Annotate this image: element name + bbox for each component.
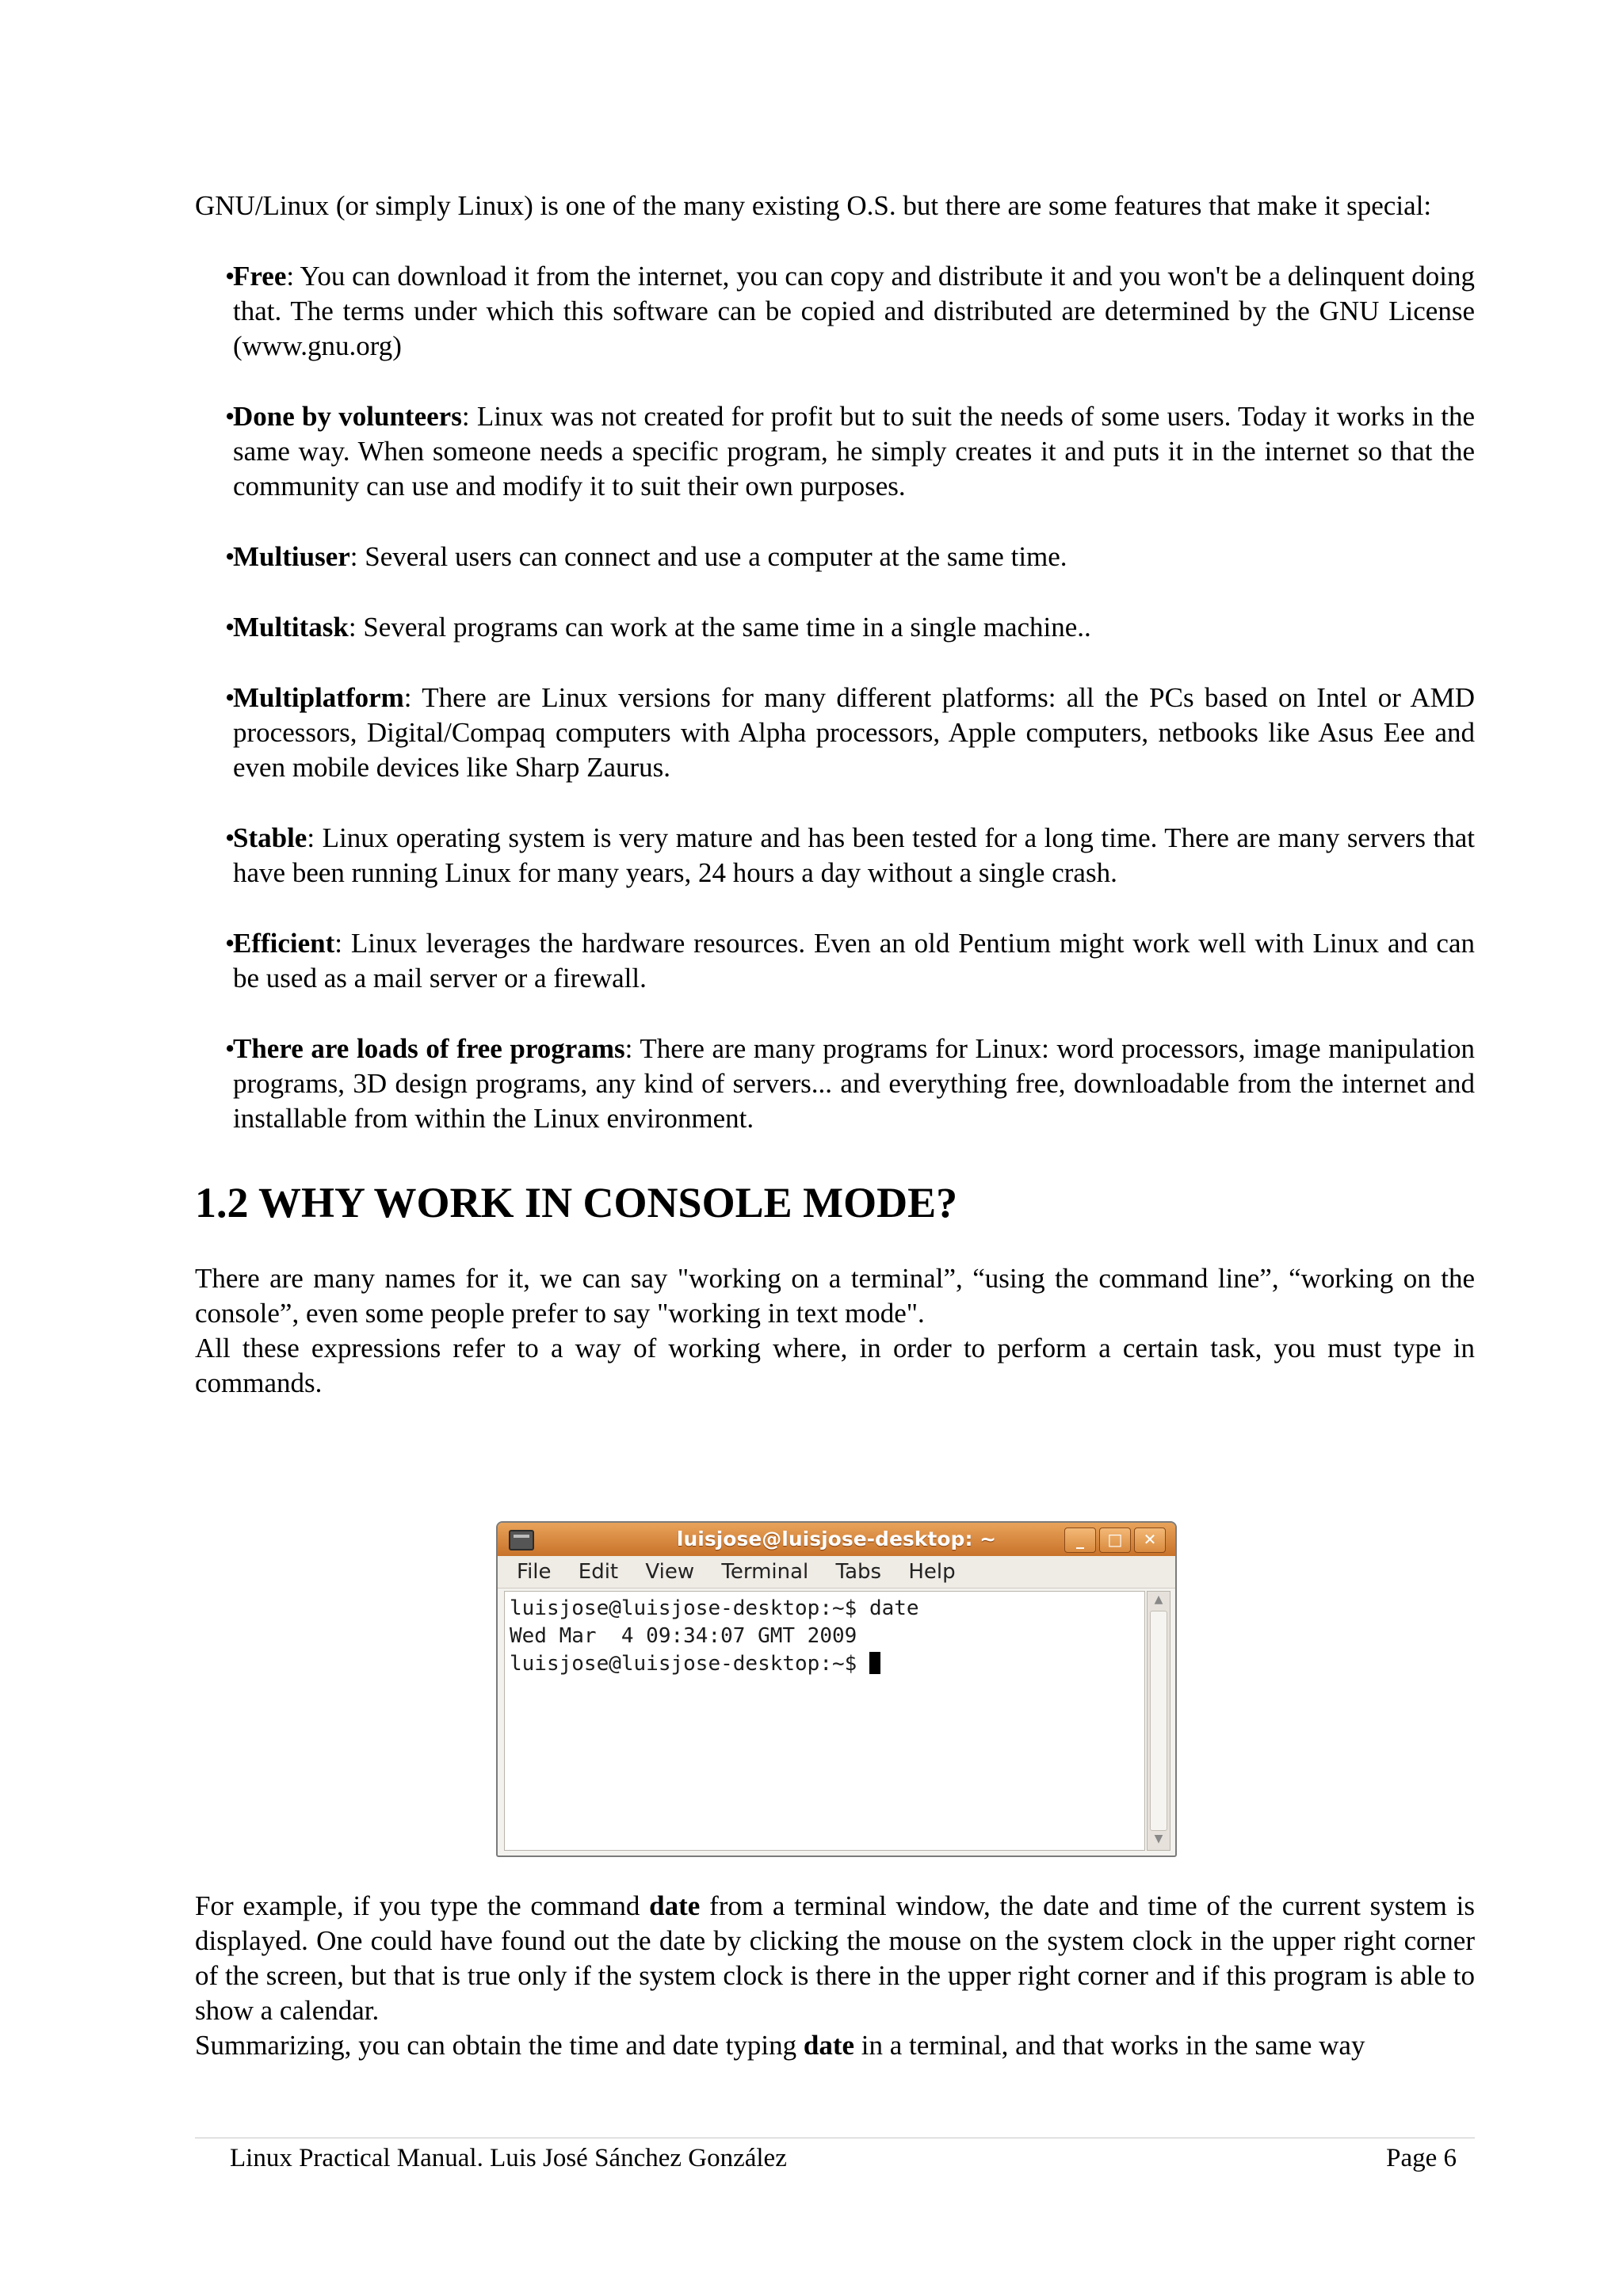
console-paragraph-2: All these expressions refer to a way of working where, in order to perform a certain task, you must type in commands. bbox=[195, 1333, 1475, 1398]
menu-edit[interactable]: Edit bbox=[578, 1560, 619, 1584]
after-terminal-text bbox=[195, 1889, 1475, 2063]
menu-terminal[interactable]: Terminal bbox=[721, 1560, 809, 1584]
feature-term: Multiuser bbox=[233, 541, 350, 572]
feature-term: Multitask bbox=[233, 612, 349, 643]
feature-term: Free bbox=[233, 261, 287, 292]
bullet: • bbox=[225, 612, 235, 643]
example-text-rest: from a terminal window, the date and time of the current system is displayed. One could have found out the date by clicking the mouse on the system clock in the upper right corner of the screen, but that is true only if the system clock is there in the upper right corner and if this program is able to show a calendar. bbox=[195, 1890, 1475, 2026]
menu-view[interactable]: View bbox=[645, 1560, 695, 1584]
intro-paragraph: GNU/Linux (or simply Linux) is one of the many existing O.S. but there are some features that make it special: bbox=[195, 190, 1432, 221]
feature-item bbox=[195, 1032, 1475, 1136]
feature-item bbox=[195, 259, 1475, 364]
console-line: luisjose@luisjose-desktop:~$ date bbox=[510, 1596, 919, 1620]
feature-term: Multiplatform bbox=[233, 682, 404, 713]
feature-item bbox=[195, 926, 1475, 996]
menu-tabs[interactable]: Tabs bbox=[835, 1560, 882, 1584]
maximize-button[interactable]: □ bbox=[1099, 1527, 1131, 1553]
feature-text: : Several programs can work at the same time in a single machine.. bbox=[348, 612, 1091, 643]
feature-text: : Linux was not created for profit but to suit the needs of some users. Today it works in the same way. When someone needs a specific program, he simply creates it and puts it in the internet so that the community can use and modify it to suit their own purposes. bbox=[233, 401, 1476, 502]
bullet: • bbox=[225, 822, 235, 853]
minimize-button[interactable]: _ bbox=[1064, 1527, 1096, 1553]
feature-item bbox=[195, 681, 1475, 785]
feature-item bbox=[195, 610, 1475, 645]
console-line: luisjose@luisjose-desktop:~$ bbox=[510, 1652, 869, 1676]
bullet: • bbox=[225, 928, 235, 959]
terminal-menubar bbox=[498, 1556, 1175, 1589]
feature-item bbox=[195, 540, 1475, 574]
feature-list bbox=[195, 259, 1475, 1136]
close-button[interactable]: ✕ bbox=[1134, 1527, 1166, 1553]
example-text: For example, if you type the command bbox=[195, 1890, 650, 1921]
feature-item bbox=[195, 821, 1475, 891]
feature-text: : You can download it from the internet, you can copy and distribute it and you won't be a delinquent doing that. The terms under which this software can be copied and distributed are determined by the GNU License (www.gnu.org) bbox=[233, 261, 1475, 361]
command-date: date bbox=[803, 2030, 855, 2061]
page-body bbox=[195, 189, 1475, 1401]
bullet: • bbox=[225, 1033, 235, 1064]
section-heading: 1.2 WHY WORK IN CONSOLE MODE? bbox=[195, 1179, 958, 1226]
page-number: Page 6 bbox=[1386, 2144, 1457, 2172]
example-paragraph bbox=[195, 1889, 1475, 2028]
summary-paragraph bbox=[195, 2028, 1475, 2063]
feature-term: There are loads of free programs bbox=[233, 1033, 625, 1064]
summary-text: Summarizing, you can obtain the time and date typing bbox=[195, 2030, 804, 2061]
bullet: • bbox=[225, 541, 235, 572]
feature-text: : Linux leverages the hardware resources. Even an old Pentium might work well with Linux and can be used as a mail server or a firewall. bbox=[233, 928, 1475, 994]
scroll-up-icon[interactable]: ▲ bbox=[1154, 1593, 1163, 1606]
feature-term: Stable bbox=[233, 822, 307, 853]
feature-text: : Several users can connect and use a computer at the same time. bbox=[349, 541, 1067, 572]
terminal-console[interactable] bbox=[504, 1591, 1145, 1851]
scrollbar-thumb[interactable] bbox=[1150, 1611, 1167, 1831]
text-cursor bbox=[869, 1652, 880, 1674]
console-line: Wed Mar 4 09:34:07 GMT 2009 bbox=[510, 1624, 857, 1648]
command-date: date bbox=[649, 1890, 701, 1921]
console-paragraph: There are many names for it, we can say "working on a terminal”, “using the command line”, “working on the console”, even some people prefer to say "working in text mode". bbox=[195, 1263, 1475, 1329]
feature-term: Done by volunteers bbox=[233, 401, 462, 432]
menu-help[interactable]: Help bbox=[908, 1560, 956, 1584]
menu-file[interactable]: File bbox=[517, 1560, 552, 1584]
bullet: • bbox=[225, 682, 235, 713]
console-output bbox=[505, 1592, 1144, 1681]
feature-item bbox=[195, 399, 1475, 504]
summary-text-rest: in a terminal, and that works in the same way bbox=[854, 2030, 1365, 2061]
footer-left: Linux Practical Manual. Luis José Sánchez González bbox=[230, 2144, 787, 2172]
terminal-title: luisjose@luisjose-desktop: ~ bbox=[676, 1527, 997, 1550]
feature-term: Efficient bbox=[233, 928, 335, 959]
bullet: • bbox=[225, 261, 235, 292]
scroll-down-icon[interactable]: ▼ bbox=[1154, 1833, 1163, 1845]
terminal-scrollbar[interactable] bbox=[1147, 1591, 1170, 1851]
terminal-screenshot bbox=[496, 1521, 1177, 1857]
bullet: • bbox=[225, 401, 235, 432]
terminal-titlebar bbox=[498, 1523, 1175, 1556]
feature-text: : There are many programs for Linux: word processors, image manipulation programs, 3D design programs, any kind of servers... and everything free, downloadable from the internet and installable from within the Linux environment. bbox=[233, 1033, 1475, 1134]
feature-text: : Linux operating system is very mature and has been tested for a long time. There are many servers that have been running Linux for many years, 24 hours a day without a single crash. bbox=[233, 822, 1475, 888]
feature-text: : There are Linux versions for many different platforms: all the PCs based on Intel or AMD processors, Digital/Compaq computers with Alpha processors, Apple computers, netbooks like Asus Eee and even mobile devices like Sharp Zaurus. bbox=[233, 682, 1475, 783]
page-footer bbox=[230, 2141, 1457, 2176]
